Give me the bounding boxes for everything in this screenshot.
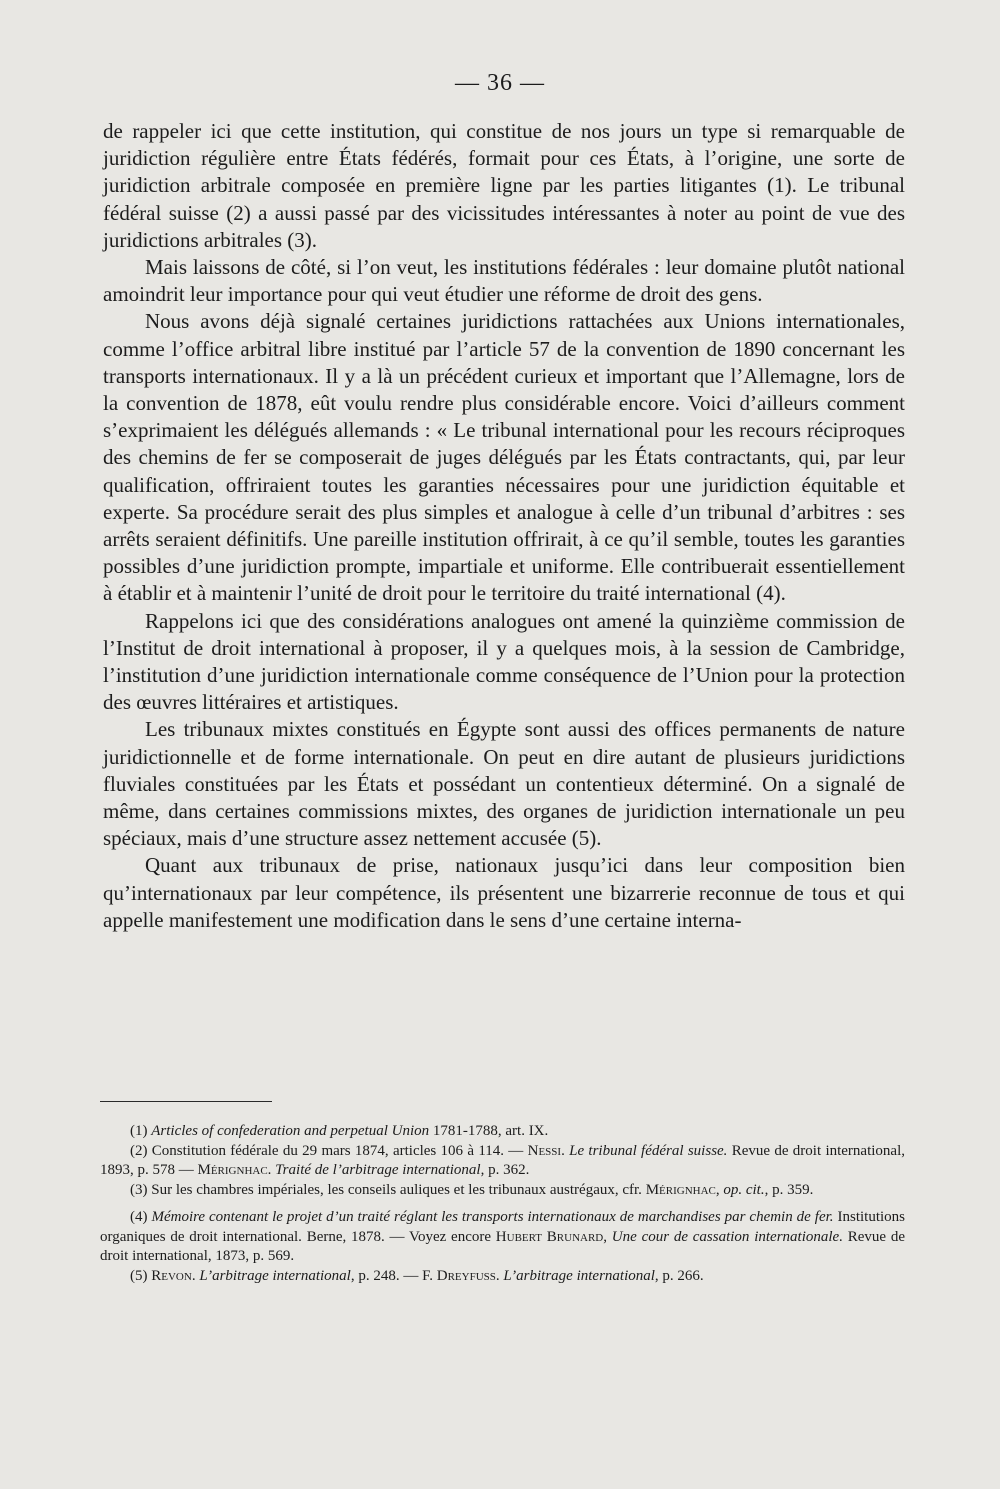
footnotes	[100, 1122, 905, 1286]
paragraph-5: Les tribunaux mixtes constitués en Égypte sont aussi des offices permanents de nature juridictionnelle et de forme internationale. On peut en dire autant de plusieurs juridictions fluviales constituées par les États et possédant un contentieux déterminé. On a signalé de même, dans certaines commissions mixtes, des organes de juridiction internationale un peu spéciaux, mais d’une structure assez nettement accusée (5).	[103, 717, 905, 851]
footnote-2-title-2: Traité de l’arbitrage international	[275, 1162, 481, 1178]
paragraph-3: Nous avons déjà signalé certaines juridictions rattachées aux Unions internationales, comme l’office arbitral libre institué par l’article 57 de la convention de 1890 concernant les transports internationaux. Il y a là un précédent curieux et important que l’Allemagne, lors de la convention de 1878, eût voulu rendre plus considérable encore. Voici d’ailleurs comment s’exprimaient les délégués allemands : « Le tribunal international pour les recours réciproques des chemins de fer se composerait de juges délégués par les États contractants, qui, par leur qualification, offriraient toutes les garanties nécessaires pour une juridiction équitable et experte. Sa procédure serait des plus simples et analogue à celle d’un tribunal d’arbitres : ses arrêts seraient définitifs. Une pareille institution offrirait, à ce qu’il semble, toutes les garanties possibles d’une juridiction prompte, impartiale et uniforme. Elle contribuerait essentiellement à établir et à maintenir l’unité de droit pour le territoire du traité international (4).	[103, 309, 905, 606]
footnote-1-number: (1)	[130, 1123, 152, 1139]
footnote-2-text: (2) Constitution fédérale du 29 mars 1874, articles 106 à 114. —	[130, 1142, 528, 1159]
footnote-2	[100, 1142, 905, 1181]
footnote-5-author-2: Dreyfuss	[436, 1267, 496, 1284]
footnote-3-page: , p. 359.	[764, 1181, 814, 1198]
footnote-5-sep-2: .	[495, 1267, 504, 1284]
footnote-3	[100, 1181, 905, 1201]
footnote-4-author: Hubert Brunard	[495, 1228, 604, 1245]
footnote-4-text: Institutions organiques de droit international. Berne, 1878. — Voyez encore	[100, 1209, 905, 1245]
paragraph-4: Rappelons ici que des considérations analogues ont amené la quinzième commission de l’Institut de droit international à proposer, il y a quelques mois, à la session de Cambridge, l’institution d’une juridiction internationale comme conséquence de l’Union pour la protection des œuvres littéraires et artistiques.	[103, 608, 905, 715]
footnote-4-title-2: Une cour de cassation internationale.	[611, 1228, 843, 1245]
page-number: — 36 —	[455, 70, 545, 96]
footnote-3-sep: ,	[715, 1181, 724, 1198]
body-text	[103, 118, 905, 934]
footnote-4-title: Mémoire contenant le projet d’un traité réglant les transports internationaux de marchandises par chemin de fer.	[151, 1209, 834, 1225]
paragraph-2: Mais laissons de côté, si l’on veut, les institutions fédérales : leur domaine plutôt national amoindrit leur importance pour qui veut étudier une réforme de droit des gens.	[103, 255, 905, 307]
footnote-2-source: Revue de droit international, 1893, p. 578 —	[100, 1142, 905, 1178]
footnote-3-author: Mérignhac	[645, 1181, 716, 1198]
paragraph-1: de rappeler ici que cette institution, qui constitue de nos jours un type si remarquable de juridiction régulière entre États fédérés, formait pour ces États, à l’origine, une sorte de juridiction arbitrale composée en première ligne par les parties litigantes (1). Le tribunal fédéral suisse (2) a aussi passé par des vicissitudes intéressantes à noter au point de vue des juridictions arbitrales (3).	[103, 119, 905, 252]
footnote-1-title: Articles of confederation and perpetual Union	[151, 1123, 430, 1139]
footnote-5-title-2: L’arbitrage international	[503, 1267, 655, 1284]
footnote-4	[100, 1208, 905, 1267]
footnote-5-sep-1: .	[191, 1267, 200, 1284]
footnote-2-title-1: Le tribunal fédéral suisse.	[569, 1142, 728, 1159]
paragraph-6: Quant aux tribunaux de prise, nationaux jusqu’ici dans leur composition bien qu’internationaux par leur compétence, ils présentent une bizarrerie reconnue de tous et qui appelle manifestement une modification dans le sens d’une certaine interna-	[103, 853, 905, 932]
footnote-5-title-1: L’arbitrage international	[199, 1267, 351, 1284]
footnote-2-sep-1: .	[561, 1142, 570, 1159]
footnote-5-number: (5)	[130, 1267, 152, 1284]
footnote-3-citation: op. cit.	[723, 1181, 765, 1198]
footnote-4-number: (4)	[130, 1209, 152, 1225]
footnote-2-author-1: Nessi	[527, 1142, 562, 1159]
footnote-2-sep-2: .	[267, 1162, 276, 1178]
footnote-1	[100, 1122, 905, 1142]
footnote-separator	[100, 1101, 272, 1102]
footnote-4-source: Revue de droit international, 1873, p. 569.	[100, 1228, 905, 1264]
footnote-2-author-2: Mérignhac	[197, 1162, 268, 1178]
footnote-2-page: , p. 362.	[480, 1162, 530, 1178]
footnote-5-page-2: , p. 266.	[654, 1267, 704, 1284]
footnote-5-author-1: Revon	[151, 1267, 192, 1284]
footnote-3-text: (3) Sur les chambres impériales, les conseils auliques et les tribunaux austrégaux, cfr.	[130, 1181, 646, 1198]
footnote-1-rest: 1781-1788, art. IX.	[429, 1123, 549, 1139]
footnote-4-sep: ,	[603, 1228, 612, 1245]
footnote-5	[100, 1267, 905, 1287]
footnote-5-page-1: , p. 248. — F.	[350, 1267, 437, 1284]
